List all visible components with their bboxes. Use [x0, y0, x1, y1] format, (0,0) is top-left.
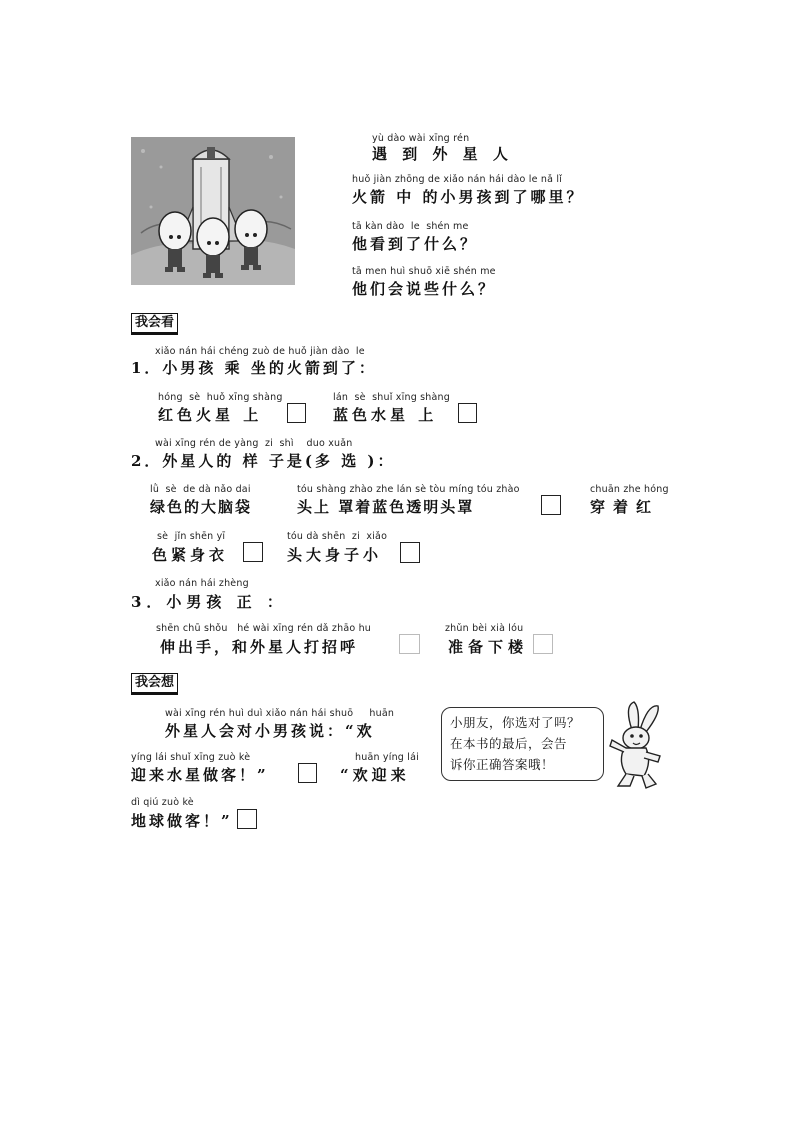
item3-option-b-pinyin: zhǔn bèi xià lóu — [445, 623, 524, 634]
item2-option-d: 头大身子小 — [287, 546, 383, 564]
think-line2b: “欢迎来 — [340, 766, 410, 784]
question3-pinyin: tā men huì shuō xiē shén me — [352, 266, 496, 277]
question1-text: 火箭 中 的小男孩到了哪里？ — [352, 188, 585, 206]
item1-option-a-pinyin: hóng sè huǒ xīng shàng — [158, 392, 283, 403]
question2-text: 他看到了什么？ — [352, 235, 479, 253]
item1-option-a-checkbox[interactable] — [287, 403, 306, 423]
think-line2: 迎来水星做客！” — [131, 766, 269, 784]
item2-option-b: 头上 罩着蓝色透明头罩 — [297, 498, 475, 516]
question2-pinyin: tā kàn dào le shén me — [352, 221, 469, 232]
think-line3-pinyin: dì qiú zuò kè — [131, 797, 194, 808]
think-line1: 外星人会对小男孩说：“欢 — [165, 722, 375, 740]
item2-option-c: 穿着红 — [590, 498, 660, 516]
rabbit-mascot-icon — [604, 700, 666, 790]
item1-option-b-pinyin: lán sè shuǐ xīng shàng — [333, 392, 450, 403]
item1-text: 1．小男孩 乘 坐的火箭到了： — [131, 359, 377, 377]
item3-option-a-pinyin: shēn chū shǒu hé wài xīng rén dǎ zhāo hu — [156, 623, 372, 634]
item1-option-b: 蓝色水星 上 — [333, 406, 438, 424]
item3-option-b-checkbox[interactable] — [533, 634, 553, 654]
think-line1-pinyin: wài xīng rén huì duì xiǎo nán hái shuō huān — [165, 708, 395, 719]
item3-text: 3．小男孩 正 ： — [131, 593, 287, 611]
item2-option-ab-checkbox[interactable] — [541, 495, 561, 515]
item2-option-c-pinyin: chuān zhe hóng — [590, 484, 669, 495]
item1-option-b-checkbox[interactable] — [458, 403, 477, 423]
item2-option-a: 绿色的大脑袋 — [150, 498, 253, 516]
item2-option-c2-pinyin: sè jǐn shēn yī — [157, 531, 226, 542]
think-option-b-checkbox[interactable] — [237, 809, 257, 829]
item2-option-a-pinyin: lǜ sè de dà nǎo dai — [150, 484, 251, 495]
item3-option-a: 伸出手，和外星人打招呼 — [160, 638, 359, 656]
item2-option-c2: 色紧身衣 — [152, 546, 229, 564]
think-option-a-checkbox[interactable] — [298, 763, 317, 783]
section-label-think: 我会想 — [131, 673, 178, 693]
item1-option-a: 红色火星 上 — [158, 406, 263, 424]
question3-text: 他们会说些什么？ — [352, 280, 497, 298]
hint-speech-bubble: 小朋友，你选对了吗？ 在本书的最后，会告 诉你正确答案哦！ — [441, 707, 604, 781]
question1-pinyin: huǒ jiàn zhōng de xiǎo nán hái dào le nǎ lǐ — [352, 174, 563, 185]
title-pinyin: yù dào wài xīng rén — [372, 133, 470, 144]
item2-option-d-pinyin: tóu dà shēn zi xiǎo — [287, 531, 388, 542]
rocket-alien-illustration — [131, 137, 295, 285]
item3-option-a-checkbox[interactable] — [399, 634, 420, 654]
item2-option-d-checkbox[interactable] — [400, 542, 420, 563]
think-line2b-pinyin: huān yíng lái — [355, 752, 419, 763]
think-line3: 地球做客！” — [131, 812, 233, 830]
item2-text: 2．外星人的 样 子是(多 选 )： — [131, 452, 396, 470]
item3-option-b: 准备下楼 — [448, 638, 529, 656]
item2-pinyin: wài xīng rén de yàng zi shì duo xuǎn — [155, 438, 353, 449]
item2-option-c-checkbox[interactable] — [243, 542, 263, 562]
think-line2-pinyin: yíng lái shuǐ xīng zuò kè — [131, 752, 251, 763]
page-title: 遇 到 外 星 人 — [372, 145, 513, 163]
item1-pinyin: xiǎo nán hái chéng zuò de huǒ jiàn dào le — [155, 346, 365, 357]
item3-pinyin: xiǎo nán hái zhèng — [155, 578, 249, 589]
section-label-look: 我会看 — [131, 313, 178, 333]
item2-option-b-pinyin: tóu shàng zhào zhe lán sè tòu míng tóu zhào — [297, 484, 520, 495]
